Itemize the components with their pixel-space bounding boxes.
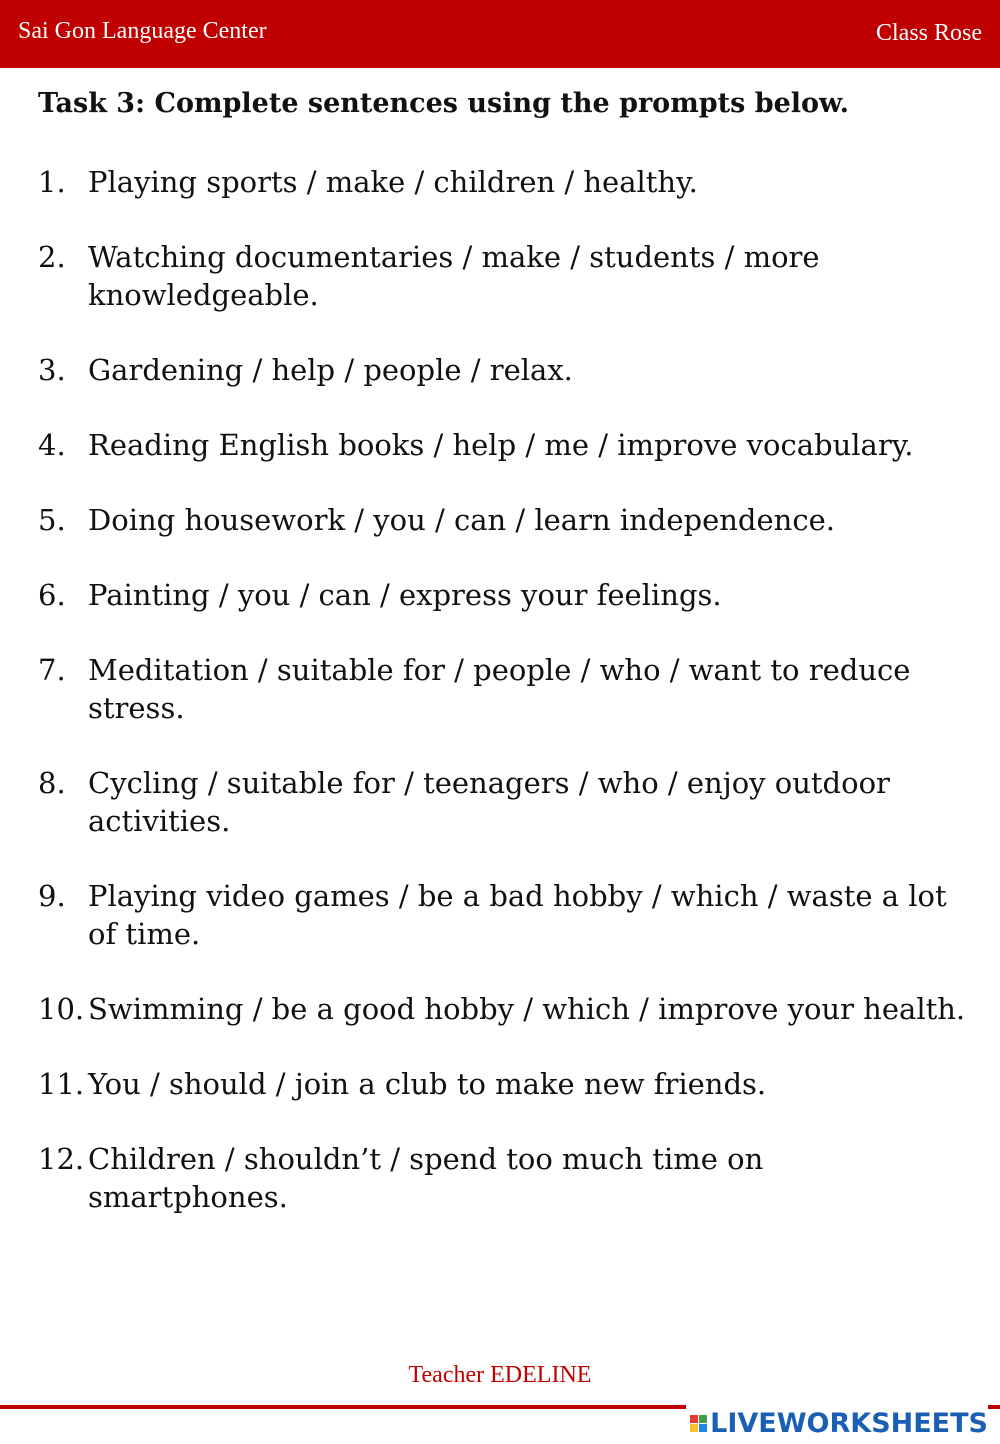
item-number: 8.: [38, 766, 66, 800]
item-prompt: Doing housework / you / can / learn independence.: [88, 503, 835, 537]
item-prompt: Reading English books / help / me / improve vocabulary.: [88, 428, 914, 462]
list-item: [38, 764, 968, 840]
item-number: 9.: [38, 879, 66, 913]
item-number: 2.: [38, 240, 66, 274]
item-number: 7.: [38, 653, 66, 687]
header-bar: [0, 0, 1000, 70]
class-name: Class Rose: [875, 20, 982, 46]
item-prompt: Painting / you / can / express your feelings.: [88, 578, 722, 612]
list-item: [38, 1065, 968, 1103]
item-number: 6.: [38, 578, 66, 612]
item-number: 12.: [38, 1142, 85, 1176]
prompt-list: [38, 163, 968, 1253]
item-prompt: Gardening / help / people / relax.: [88, 353, 573, 387]
item-prompt: Children / shouldn’t / spend too much time on smartphones.: [88, 1142, 764, 1214]
list-item: [38, 990, 968, 1028]
list-item: [38, 877, 968, 953]
item-prompt: Playing video games / be a bad hobby / which / waste a lot of time.: [88, 879, 947, 951]
item-prompt: Cycling / suitable for / teenagers / who / enjoy outdoor activities.: [88, 766, 890, 838]
item-number: 11.: [38, 1067, 85, 1101]
item-number: 10.: [38, 992, 85, 1026]
item-number: 3.: [38, 353, 66, 387]
list-item: [38, 426, 968, 464]
item-prompt: Watching documentaries / make / students / more knowledgeable.: [88, 240, 820, 312]
list-item: [38, 576, 968, 614]
item-prompt: Swimming / be a good hobby / which / improve your health.: [88, 992, 966, 1026]
liveworksheets-brand[interactable]: [686, 1405, 988, 1441]
list-item: [38, 651, 968, 727]
teacher-name: Teacher EDELINE: [408, 1362, 592, 1388]
list-item: [38, 163, 968, 201]
list-item: [38, 351, 968, 389]
list-item: [38, 1140, 968, 1216]
item-prompt: You / should / join a club to make new friends.: [88, 1067, 767, 1101]
list-item: [38, 501, 968, 539]
brand-wordmark: LIVEWORKSHEETS: [710, 1407, 988, 1439]
center-name: Sai Gon Language Center: [18, 18, 267, 44]
item-prompt: Meditation / suitable for / people / who / want to reduce stress.: [88, 653, 911, 725]
item-prompt: Playing sports / make / children / healthy.: [88, 165, 698, 199]
task-title: Task 3: Complete sentences using the prompts below.: [38, 88, 849, 119]
item-number: 5.: [38, 503, 66, 537]
liveworksheets-logo-icon: [690, 1415, 707, 1432]
item-number: 4.: [38, 428, 66, 462]
item-number: 1.: [38, 165, 66, 199]
list-item: [38, 238, 968, 314]
